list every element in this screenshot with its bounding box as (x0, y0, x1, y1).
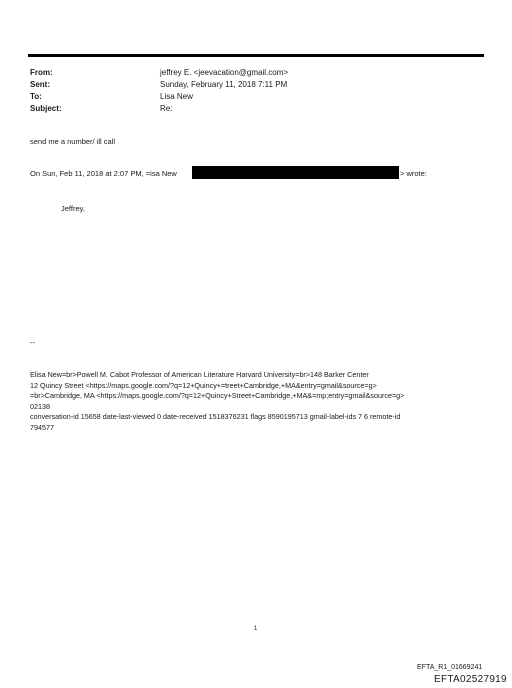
page-number: 1 (254, 626, 258, 632)
quote-prefix: On Sun, Feb 11, 2018 at 2:07 PM, =isa New (30, 169, 177, 178)
subject-label: Subject: (30, 104, 62, 113)
signature-separator: -- (30, 338, 35, 347)
redaction-box (192, 166, 399, 179)
header-rule (28, 54, 484, 57)
signature-line: Elisa New=br>Powell M. Cabot Professor of American Literature Harvard University=br>148 Barker Center (30, 370, 369, 379)
signature-line: 794577 (30, 422, 54, 432)
to-value: Lisa New (160, 92, 193, 101)
bates-code-secondary: EFTA02527919 (434, 674, 507, 685)
bates-code-primary: EFTA_R1_01669241 (417, 664, 483, 671)
sent-value: Sunday, February 11, 2018 7:11 PM (160, 80, 288, 89)
to-label: To: (30, 92, 42, 101)
greeting-text: Jeffrey, (61, 204, 85, 213)
signature-line: 12 Quincy Street <https://maps.google.com/?q=12+Quincy+=treet+Cambridge,+MA&entry=gmail&source=g> (30, 380, 377, 390)
subject-value: Re: (160, 104, 173, 113)
signature-line: conversation-id 15658 date-last-viewed 0 date-received 1518376231 flags 8590195713 gmail-label-ids 7 6 remote-id (30, 412, 401, 421)
from-label: From: (30, 68, 53, 77)
sent-label: Sent: (30, 80, 50, 89)
signature-line: =br>Cambridge, MA <https://maps.google.com/?q=12+Quincy+Street+Cambridge,+MA&=mp;entry=gmail&source=g> (30, 391, 405, 400)
quote-suffix: > wrote: (400, 169, 427, 178)
signature-block (30, 370, 404, 433)
message-text: send me a number/ ill call (30, 137, 116, 146)
from-value: jeffrey E. <jeevacation@gmail.com> (160, 68, 289, 77)
signature-line: 02138 (30, 401, 50, 411)
